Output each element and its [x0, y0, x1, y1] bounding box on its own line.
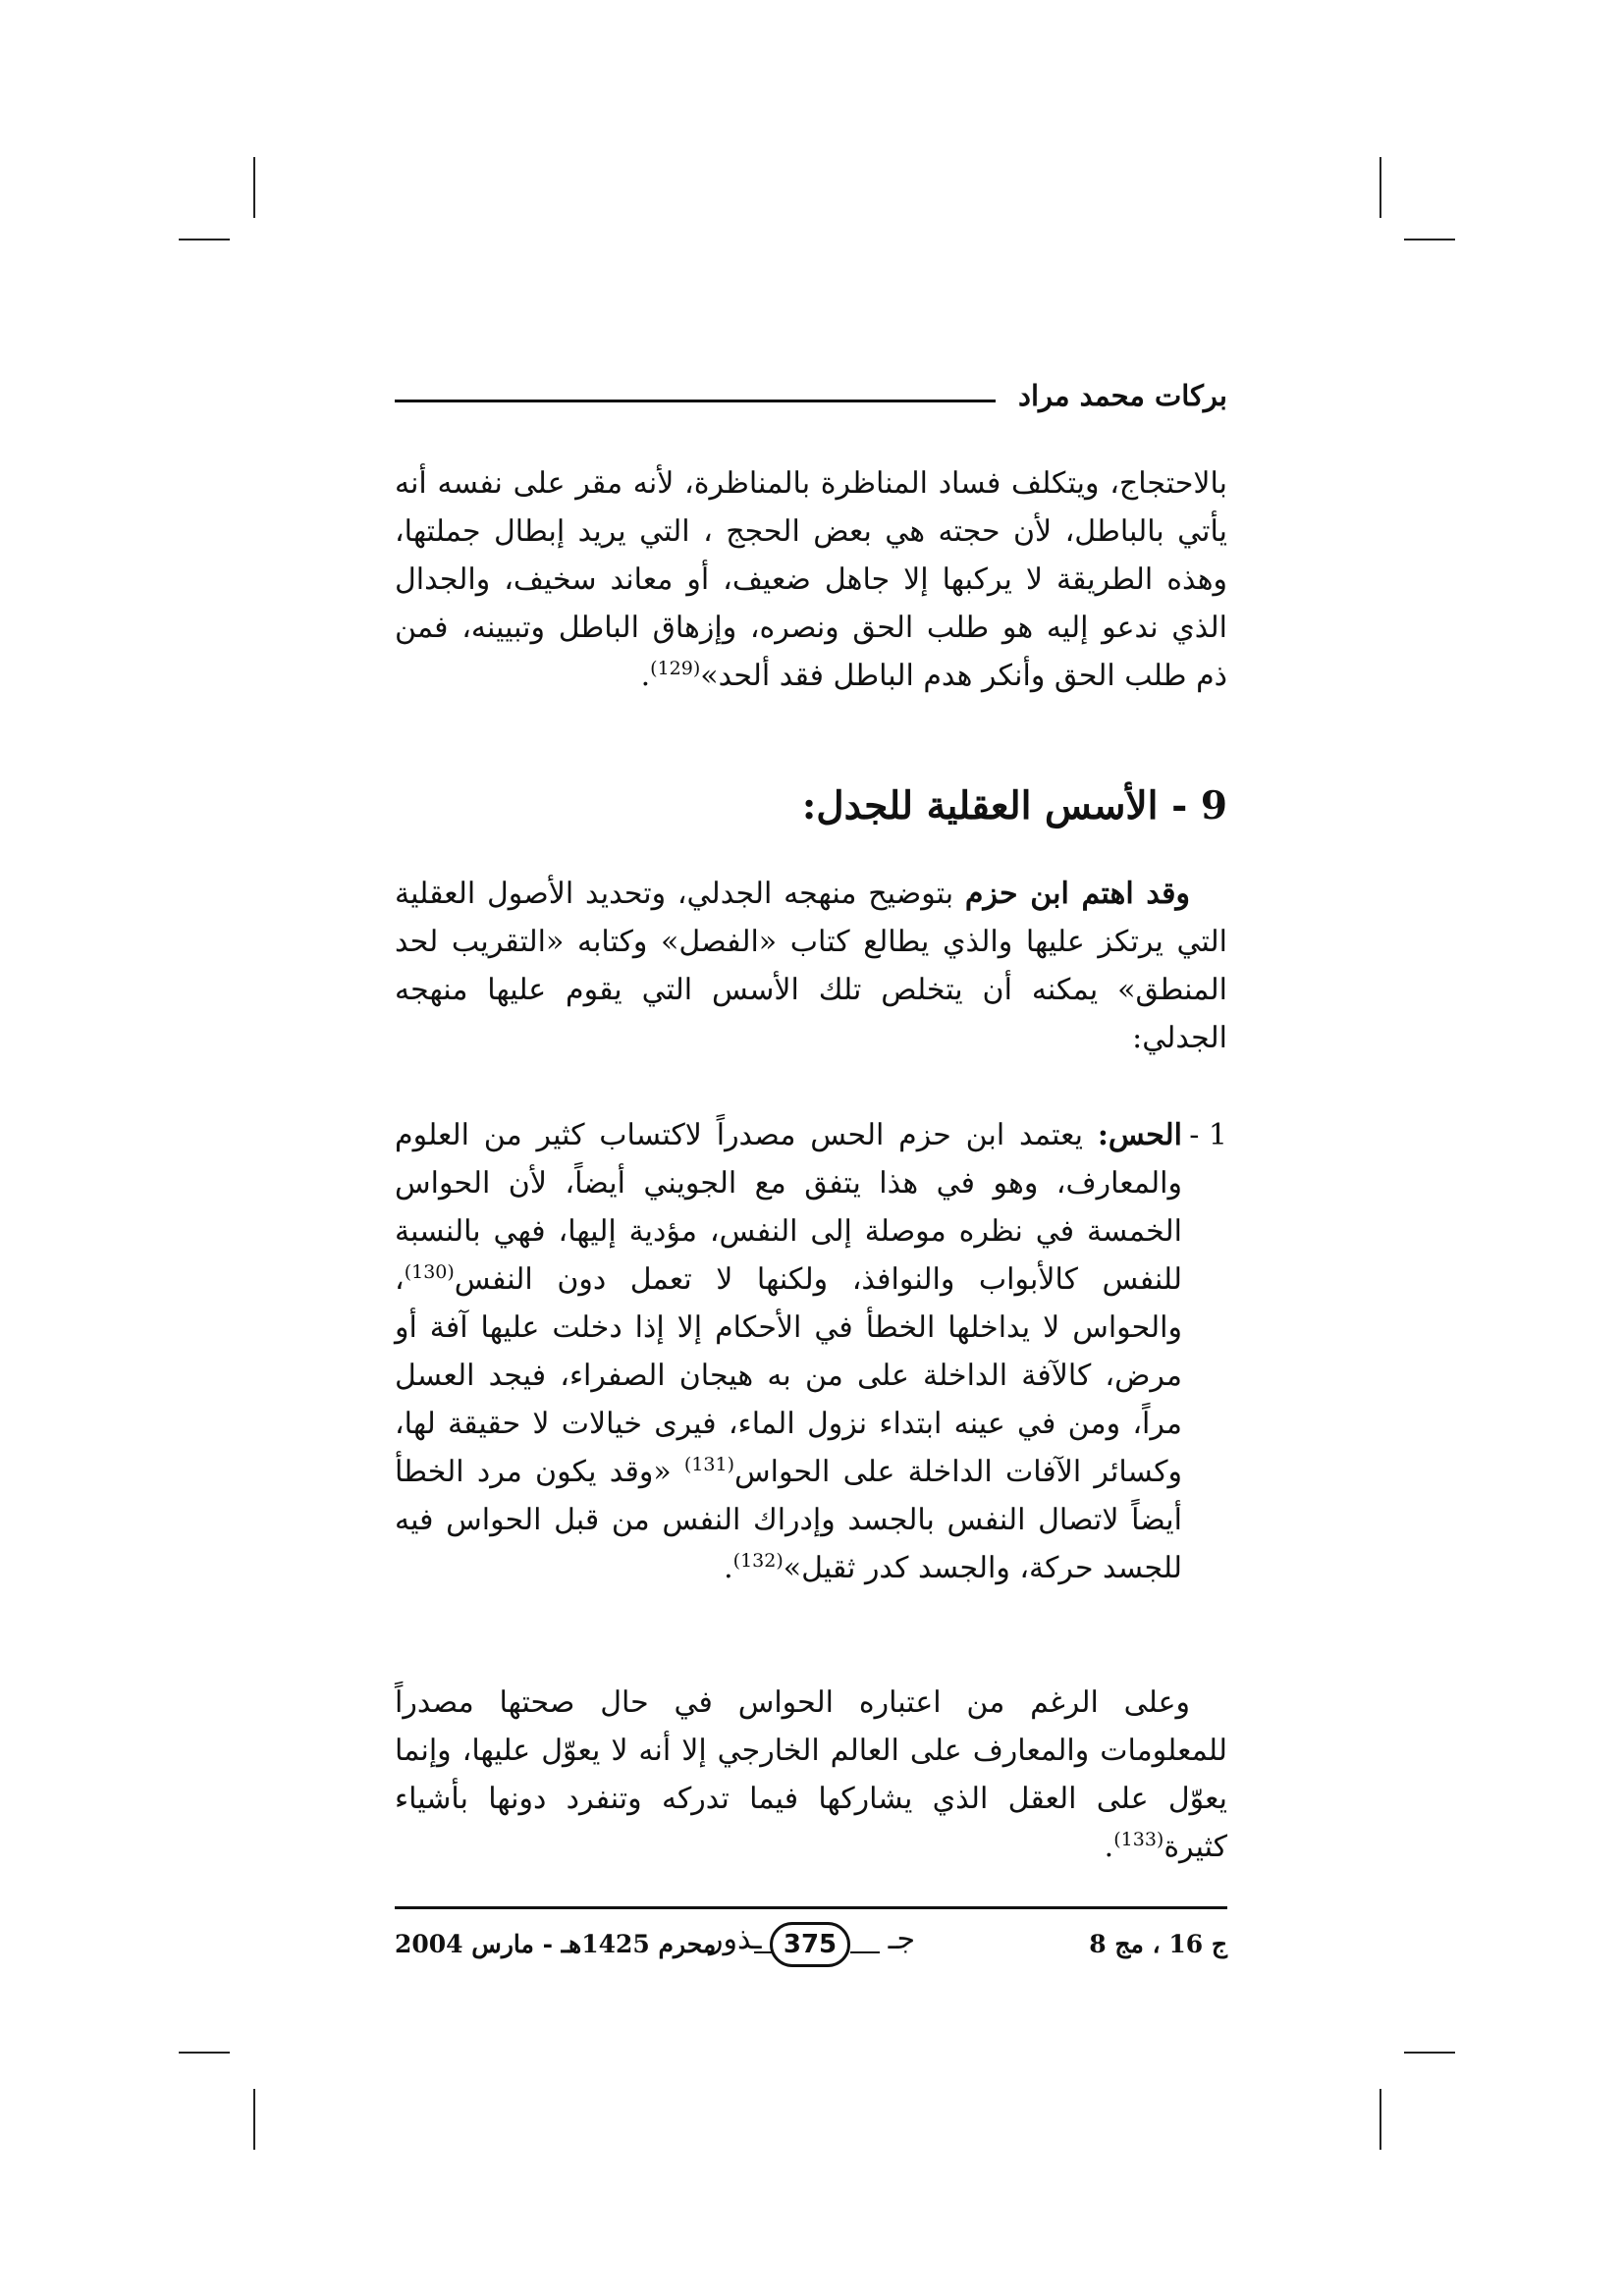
section-heading: 9 - الأسس العقلية للجدل: — [801, 783, 1227, 828]
footnote-ref[interactable]: (133) — [1113, 1829, 1164, 1850]
section-paragraph — [395, 870, 1227, 1062]
crop-mark — [179, 2052, 230, 2054]
footnote-ref[interactable]: (130) — [404, 1261, 455, 1283]
page-footer — [395, 1906, 1227, 1985]
paragraph-text: وعلى الرغم من اعتباره الحواس في حال صحتها مصدراً للمعلومات والمعارف على العالم الخارجي إلا أنه لا يعوّل عليها، وإنما يعوّل على العقل الذي يشاركها فيما تدركه وتنفرد دونها بأشياء كثيرة — [395, 1685, 1227, 1864]
paragraph-end: . — [640, 659, 651, 693]
crop-mark — [253, 157, 255, 218]
footnote-ref[interactable]: (131) — [683, 1454, 735, 1475]
footer-rule — [395, 1906, 1227, 1909]
page-number: 375 — [770, 1922, 850, 1967]
crop-mark — [1380, 157, 1381, 218]
crop-mark — [179, 239, 230, 240]
list-number: 1 - — [1189, 1118, 1227, 1152]
document-page — [395, 373, 1227, 1983]
crop-mark — [253, 2089, 255, 2150]
crop-mark — [1404, 2052, 1455, 2054]
paragraph-end: . — [1104, 1830, 1114, 1864]
footnote-ref[interactable]: (129) — [650, 658, 701, 679]
footnote-ref[interactable]: (132) — [732, 1550, 784, 1572]
footer-issue: ج 16 ، مج 8 — [1089, 1930, 1227, 1958]
footer-date: محرم 1425هـ - مارس 2004 — [395, 1930, 717, 1958]
list-end: . — [724, 1551, 733, 1585]
list-item — [395, 1111, 1227, 1592]
paragraph-text: بتوضيح منهجه الجدلي، وتحديد الأصول العقلية التي يرتكز عليها والذي يطالع كتاب «الفصل» وكتابه «التقريب لحد المنطق» يمكنه أن يتخلص تلك الأسس التي يقوم عليها منهجه الجدلي: — [395, 877, 1227, 1055]
paragraph-text: بالاحتجاج، ويتكلف فساد المناظرة بالمناظرة، لأنه مقر على نفسه أنه يأتي بالباطل، لأن حجته هي بعض الحجج ، التي يريد إبطال جملتها، وهذه الطريقة لا يركبها إلا جاهل ضعيف، أو معاند سخيف، والجدال الذي ندعو إليه هو طلب الحق ونصره، وإزهاق الباطل وتبيينه، فمن ذم طلب الحق وأنكر هدم الباطل فقد ألحد» — [395, 466, 1227, 693]
closing-paragraph — [395, 1679, 1227, 1871]
badge-line — [850, 1951, 880, 1953]
journal-page-badge — [709, 1918, 915, 1973]
numbered-list — [395, 1111, 1227, 1592]
crop-mark — [1380, 2089, 1381, 2150]
intro-paragraph — [395, 459, 1227, 700]
list-text: «وقد يكون مرد الخطأ أيضاً لاتصال النفس بالجسد وإدراك النفس من قبل الحواس فيه للجسد حركة، والجسد كدر ثقيل» — [395, 1455, 1182, 1585]
running-header — [395, 373, 1227, 432]
journal-name-part: جـ — [888, 1922, 915, 1956]
header-rule — [395, 400, 996, 402]
header-author: بركات محمد مراد — [1018, 379, 1227, 412]
lead-text: وقد اهتم ابن حزم — [964, 877, 1190, 911]
list-text: ، والحواس لا يداخلها الخطأ في الأحكام إلا إذا دخلت عليها آفة أو مرض، كالآفة الداخلة على من به هيجان الصفراء، فيجد العسل مراً، ومن في عينه ابتداء نزول الماء، فيرى خيالات لا حقيقة لها، وكسائر الآفات الداخلة على الحواس — [395, 1262, 1182, 1489]
journal-name-part: ـذور — [709, 1922, 762, 1956]
list-term: الحس: — [1097, 1118, 1182, 1152]
list-text: يعتمد ابن حزم الحس مصدراً لاكتساب كثير من العلوم والمعارف، وهو في هذا يتفق مع الجويني أيضاً، لأن الحواس الخمسة في نظره موصلة إلى النفس، مؤدية إليها، فهي بالنسبة للنفس كالأبواب والنوافذ، ولكنها لا تعمل دون النفس — [395, 1118, 1182, 1297]
crop-mark — [1404, 239, 1455, 240]
